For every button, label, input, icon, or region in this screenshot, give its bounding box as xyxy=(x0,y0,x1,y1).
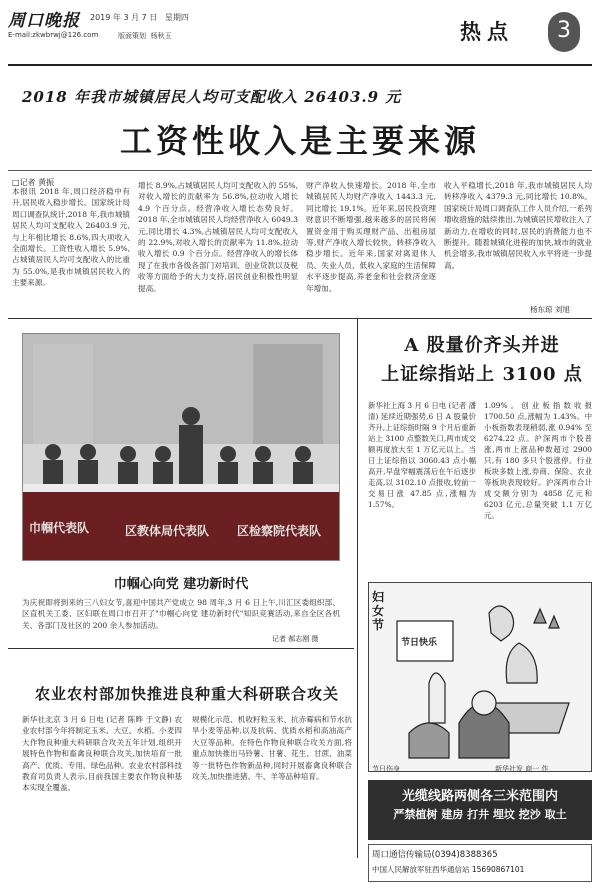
editorial-cartoon xyxy=(368,582,592,772)
newspaper-brand: 周口晚报 xyxy=(8,11,80,31)
lead-column-1: 本报讯 2018 年,周口经济稳中有升,居民收入稳步增长。国家统计局周口调查队统计,2018 年,我市城镇居民人均可支配收入 26403.9 元,与上年相比增长 8.6%,四大项收入全面增长。工资性收入增长 5.9%,占城镇居民人均可支配收入的比重为 55.0%,是我市城镇居民收入的主要来源。 xyxy=(12,187,130,288)
agri-column-2: 规模化示范、机收籽粒玉米、抗赤霉病和节水抗旱小麦等品种,以及抗病、优质水稻和高油高产大豆等品种。在特色作物良种联合攻关方面,将重点加快推出马铃薯、甘薯、花生、甘蔗、油菜等一批特色作物新品种,同时开展畜禽良种联合攻关,加快推进猪、牛、羊等品种培育。 xyxy=(192,715,352,782)
lead-headline: 工资性收入是主要来源 xyxy=(119,122,480,160)
ad-line-2: 严禁植树 建房 打井 埋坟 挖沙 取土 xyxy=(393,808,567,821)
photo-banner-right: 区检察院代表队 xyxy=(237,524,322,538)
section-name: 热点 xyxy=(460,19,514,44)
stock-headline-line2: 上证综指站上 3100 点 xyxy=(381,364,583,385)
photo-banner-mid: 区教体局代表队 xyxy=(125,524,210,538)
cartoon-title: 妇女节 xyxy=(372,590,385,632)
stock-headline-line1: A 股量价齐头并进 xyxy=(404,335,560,356)
weekday-text: 星期四 xyxy=(164,13,189,22)
lead-column-2: 增长 8.9%,占城镇居民人均可支配收入的 55%,对收入增长的贡献率为 56.8%,拉动收入增长 4.9 个百分点。经营净收入增长态势良好。2018 年,全市城镇居民人均经营净收入 6049.3 元,同比增长 4.3%,占城镇居民人均可支配收入的 22.9%,对收入增长的贡献率为 11.8%,拉动收入增长 0.9 个百分点。经营净收入的增长体现了在我市各级各部门对培训、创业贷款以及税收等方面给予的大力支持,居民创业积极性明显提高。 xyxy=(138,181,298,293)
photo-caption-title: 巾帼心向党 建功新时代 xyxy=(113,577,249,592)
contact-line-1: 周口通信传输局(0394)8388365 xyxy=(372,850,498,860)
contact-line-2: 中国人民解放军驻西华通信站 15690867101 xyxy=(372,865,525,874)
headline-rule xyxy=(8,170,592,171)
lead-byline: □记者 黄振 xyxy=(12,178,55,187)
cartoon-sign-text: 节日快乐 xyxy=(401,638,438,648)
stock-column-1: 新华社上海 3 月 6 日电 (记者 潘清) 延续近期强势,6 日 A 股量价齐升,上证综指时隔 9 个月后重新站上 3100 点整数关口,两市成交额再度放大至 1 万亿元以上。当日上证综指以 3060.43 点小幅高开,早盘窄幅震荡后在午后逐步走高,以 3102.10 点报收,较前一交易日涨 47.85 点,涨幅为 1.57%。 xyxy=(368,401,476,509)
publication-date xyxy=(90,12,189,23)
cartoon-caption: 节日伤身 xyxy=(372,765,400,773)
page-number-badge: 3 xyxy=(548,12,580,52)
lead-column-3: 财产净收入快速增长。2018 年,全市城镇居民人均财产净收入 1443.3 元,同比增长 19.1%。近年来,居民投资理财意识不断增强,越来越多的居民将闲置资金用于购买理财产品、出租房屋等,财产净收入增长较快。转移净收入稳步增长。近年来,国家对离退休人员、失业人员、低收入家庭的生活保障水平逐步提高,养老金和社会救济金逐年增加。 xyxy=(306,181,436,293)
photo-signature: 记者 郝志刚 摄 xyxy=(272,635,319,643)
date-text: 2019 年 3 月 7 日 xyxy=(90,13,158,22)
agri-headline: 农业农村部加快推进良种重大科研联合攻关 xyxy=(34,685,339,703)
contact-email: E-mail:zkwbrwj@126.com xyxy=(8,31,99,39)
editor-label: 版面策划 xyxy=(118,32,146,40)
cartoon-illustration xyxy=(369,583,592,772)
lead-signature: 杨东琼 刘旭 xyxy=(530,305,570,314)
lead-kicker: 2018 年我市城镇居民人均可支配收入 26403.9 元 xyxy=(22,88,402,106)
photo-bottom-rule xyxy=(8,648,354,649)
agri-column-1: 新华社北京 3 月 6 日电 (记者 陈晔 于文静) 农业农村部今年将制定玉米、大豆、水稻、小麦四大作物良种重大科研联合攻关五年计划,组织开展特色作物和畜禽良种联合攻关,加快培育一批高产、优质、专用、绿色品种。农业农村部科技教育司负责人表示,目前我国主要农作物良种基本实现全覆盖。 xyxy=(22,715,182,793)
lead-bottom-rule xyxy=(8,318,592,319)
editor-credit xyxy=(118,31,171,41)
ad-line-1: 光缆线路两侧各三米范围内 xyxy=(401,789,558,804)
masthead-rule xyxy=(8,64,592,66)
stock-column-2: 1.09%。创业板指数收报 1700.50 点,涨幅为 1.43%。中小板指数表现稍弱,涨 0.94% 至 6274.22 点。沪深两市个股普涨,两市上涨品种数超过 2900 只,有 180 多只个股涨停。行业板块多数上涨,券商、保险、农业等板块表现较好。沪深两市合计成交额分别为 4858 亿元和 6203 亿元,总量突破 1.1 万亿元。 xyxy=(484,401,592,520)
photo-caption-text: 为庆祝即将到来的三八妇女节,喜迎中国共产党成立 98 周年,3 月 6 日上午,川汇区委组织部、区直机关工委、区妇联在周口市召开了"巾帼心向党 建功新时代"知识竞赛活动,来自全区各机关、各部门及社区的 200 余人参加活动。 xyxy=(22,598,340,630)
news-photo xyxy=(22,333,340,561)
column-divider xyxy=(357,318,358,858)
cartoon-credit: 新华社发 商一 作 xyxy=(495,765,549,773)
editor-name: 杨秋玉 xyxy=(150,32,172,40)
photo-banner-left: 巾帼代表队 xyxy=(29,521,90,535)
lead-column-4: 收入平稳增长,2018 年,我市城镇居民人均转移净收入 4379.3 元,同比增长 10.8%。国家统计局周口调查队工作人员介绍,一系列增收措施的陆续推出,为城镇居民增收注入了新动力,在增收的同时,居民的消费能力也不断提升。随着城镇化进程的加快,城市的就业机会增多,我市城镇居民收入水平将进一步提高。 xyxy=(444,181,592,270)
